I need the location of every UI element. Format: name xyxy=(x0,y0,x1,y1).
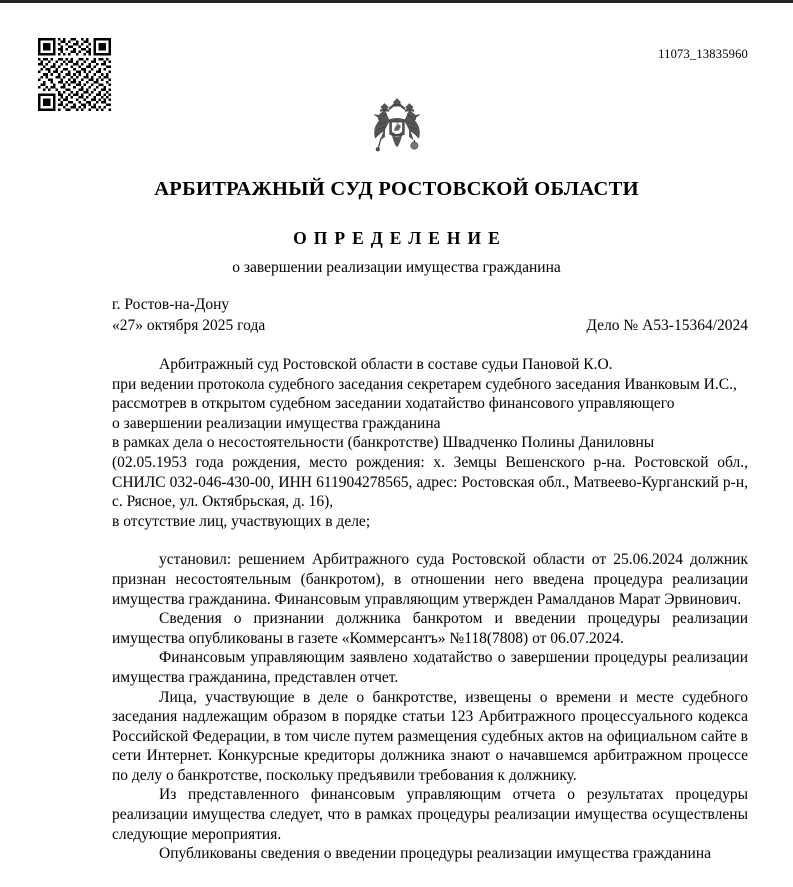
page-title: АРБИТРАЖНЫЙ СУД РОСТОВСКОЙ ОБЛАСТИ xyxy=(154,178,639,200)
russian-coat-of-arms-icon xyxy=(0,96,793,158)
document-identifier: 11073_13835960 xyxy=(658,47,748,61)
paragraph-case-frame: в рамках дела о несостоятельности (банкротстве) Швадченко Полины Даниловны xyxy=(112,434,655,452)
date-case-line xyxy=(112,317,748,335)
paragraph-notification: Лица, участвующие в деле о банкротстве, извещены о времени и месте судебного заседания надлежащим образом в порядке статьи 123 Арбитражного процессуального кодекса Российской Федерации, в том числе путем размещения судебных актов на официальном сайте в сети Интернет. Конкурсные кредиторы должника знают о начавшемся арбитражном процессе по делу о банкротстве, поскольку предъявили требования к должнику. xyxy=(112,688,748,784)
date-value: «27» октября 2025 года xyxy=(112,317,266,334)
place-line: г. Ростов-на-Дону xyxy=(112,296,230,313)
paragraph-considered: рассмотрев в открытом судебном заседании ходатайство финансового управляющего xyxy=(112,395,675,413)
paragraph-subject-line: о завершении реализации имущества гражданина xyxy=(112,414,441,432)
paragraph-absence: в отсутствие лиц, участвующих в деле; xyxy=(112,512,371,530)
case-number: Дело № А53-15364/2024 xyxy=(586,317,748,334)
paragraph-publication: Сведения о признании должника банкротом и введении процедуры реализации имущества опубликованы в газете «Коммерсантъ» №118(7808) от 06.07.2024. xyxy=(112,610,748,647)
document-body xyxy=(112,355,748,864)
paragraph-debtor-details: (02.05.1953 года рождения, место рождения: х. Земцы Вешенского р-на. Ростовской обл., СНИЛС 032-046-430-00, ИНН 611904278565, адрес: Ростовская обл., Матвеево-Курганский р-н, с. Рясное, ул. Октябрьская, д. 16), xyxy=(112,453,748,511)
document-kind: ОПРЕДЕЛЕНИЕ xyxy=(293,228,507,248)
paragraph-established: установил: решением Арбитражного суда Ростовской области от 25.06.2024 должник признан несостоятельным (банкротом), в отношении него введена процедура реализации имущества гражданина. Финансовым управляющим утвержден Рамалданов Марат Эрвинович. xyxy=(112,551,748,608)
paragraph-measures-first: Опубликованы сведения о введении процедуры реализации имущества гражданина xyxy=(159,845,712,863)
paragraph-motion: Финансовым управляющим заявлено ходатайство о завершении процедуры реализации имущества гражданина, представлен отчет. xyxy=(112,649,748,686)
paragraph-spacer xyxy=(112,531,748,550)
paragraph-report-summary: Из представленного финансовым управляющим отчета о результатах процедуры реализации имущества следует, что в рамках процедуры реализации имущества осуществлены следующие мероприятия. xyxy=(112,786,748,843)
paragraph-composition: Арбитражный суд Ростовской области в составе судьи Пановой К.О. xyxy=(159,356,613,373)
paragraph-secretary: при ведении протокола судебного заседания секретарем судебного заседания Иванковым И.С., xyxy=(112,375,737,393)
document-subject: о завершении реализации имущества гражданина xyxy=(232,259,561,276)
